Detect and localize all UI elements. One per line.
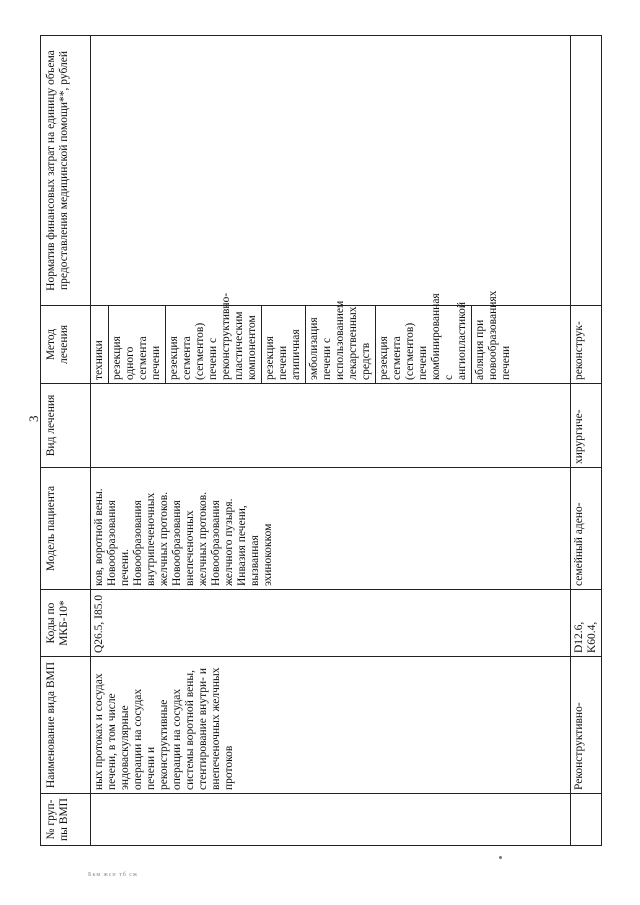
table-header-row — [41, 36, 91, 846]
col-header-group: № груп-пы ВМП — [41, 794, 91, 846]
col-header-name: Наименование вида ВМП — [41, 657, 91, 794]
cell-name: Реконструктивно- — [571, 657, 602, 794]
cell-name: ных протоках и сосудах печени, в том числе эндоваскулярные операции на сосудах печени и реконструктивные операции на сосудах системы воротной вены, стентирование внутри- и внепеченочных желчных протоков — [91, 657, 571, 794]
page-number: 3 — [26, 415, 41, 422]
cell-codes: D12.6, K60.4, — [571, 590, 602, 657]
cell-method: реконструк- — [571, 306, 602, 384]
col-header-codes: Коды по МКБ-10* — [41, 590, 91, 657]
col-header-kind: Вид лечения — [41, 384, 91, 468]
cell-group — [91, 794, 571, 846]
scan-speck — [499, 856, 502, 859]
method-item: абляция при новообразованиях печени — [474, 290, 512, 380]
col-header-norm: Норматив финансовых затрат на единицу объема предоставления медицинской помощи**, рублей — [41, 36, 91, 306]
cell-model: семейный адено- — [571, 468, 602, 590]
col-header-model: Модель пациента — [41, 468, 91, 590]
method-item: резекция сегмента (сегментов) печени комбинированная с ангиопластикой — [376, 306, 472, 383]
col-header-method: Метод лечения — [41, 306, 91, 384]
vmp-table — [40, 35, 602, 846]
cell-methods — [91, 290, 571, 384]
method-item: резекция одного сегмента печени — [109, 306, 166, 383]
method-item: резекция сегмента (сегментов) печени с реконструктивно-пластическим компонентом — [166, 306, 262, 383]
table-row — [571, 36, 602, 846]
cell-kind — [91, 384, 571, 468]
rotated-page — [40, 36, 598, 846]
cell-kind: хирургиче- — [571, 384, 602, 468]
cell-model: ков, воротной вены. Новообразования печени. Новообразования внутрипеченочных желчных протоков. Новообразования внепеченочных желчных протоков. Новообразования желчного пузыря. Инвазия печени, вызванная эхинококком — [91, 468, 571, 590]
method-item: резекция печени атипичная — [262, 306, 306, 383]
cell-norm — [91, 36, 571, 306]
method-item: эмболизация печени с использованием лекарственных средств — [306, 306, 376, 383]
table-row — [91, 36, 571, 846]
rotated-table-container — [40, 36, 598, 846]
cell-codes: Q26.5, I85.0 — [91, 590, 571, 657]
footer-scrawl: Бкм жсп тб сж — [88, 872, 139, 878]
cell-group — [571, 794, 602, 846]
cell-norm — [571, 36, 602, 306]
method-item: техники — [91, 306, 109, 383]
